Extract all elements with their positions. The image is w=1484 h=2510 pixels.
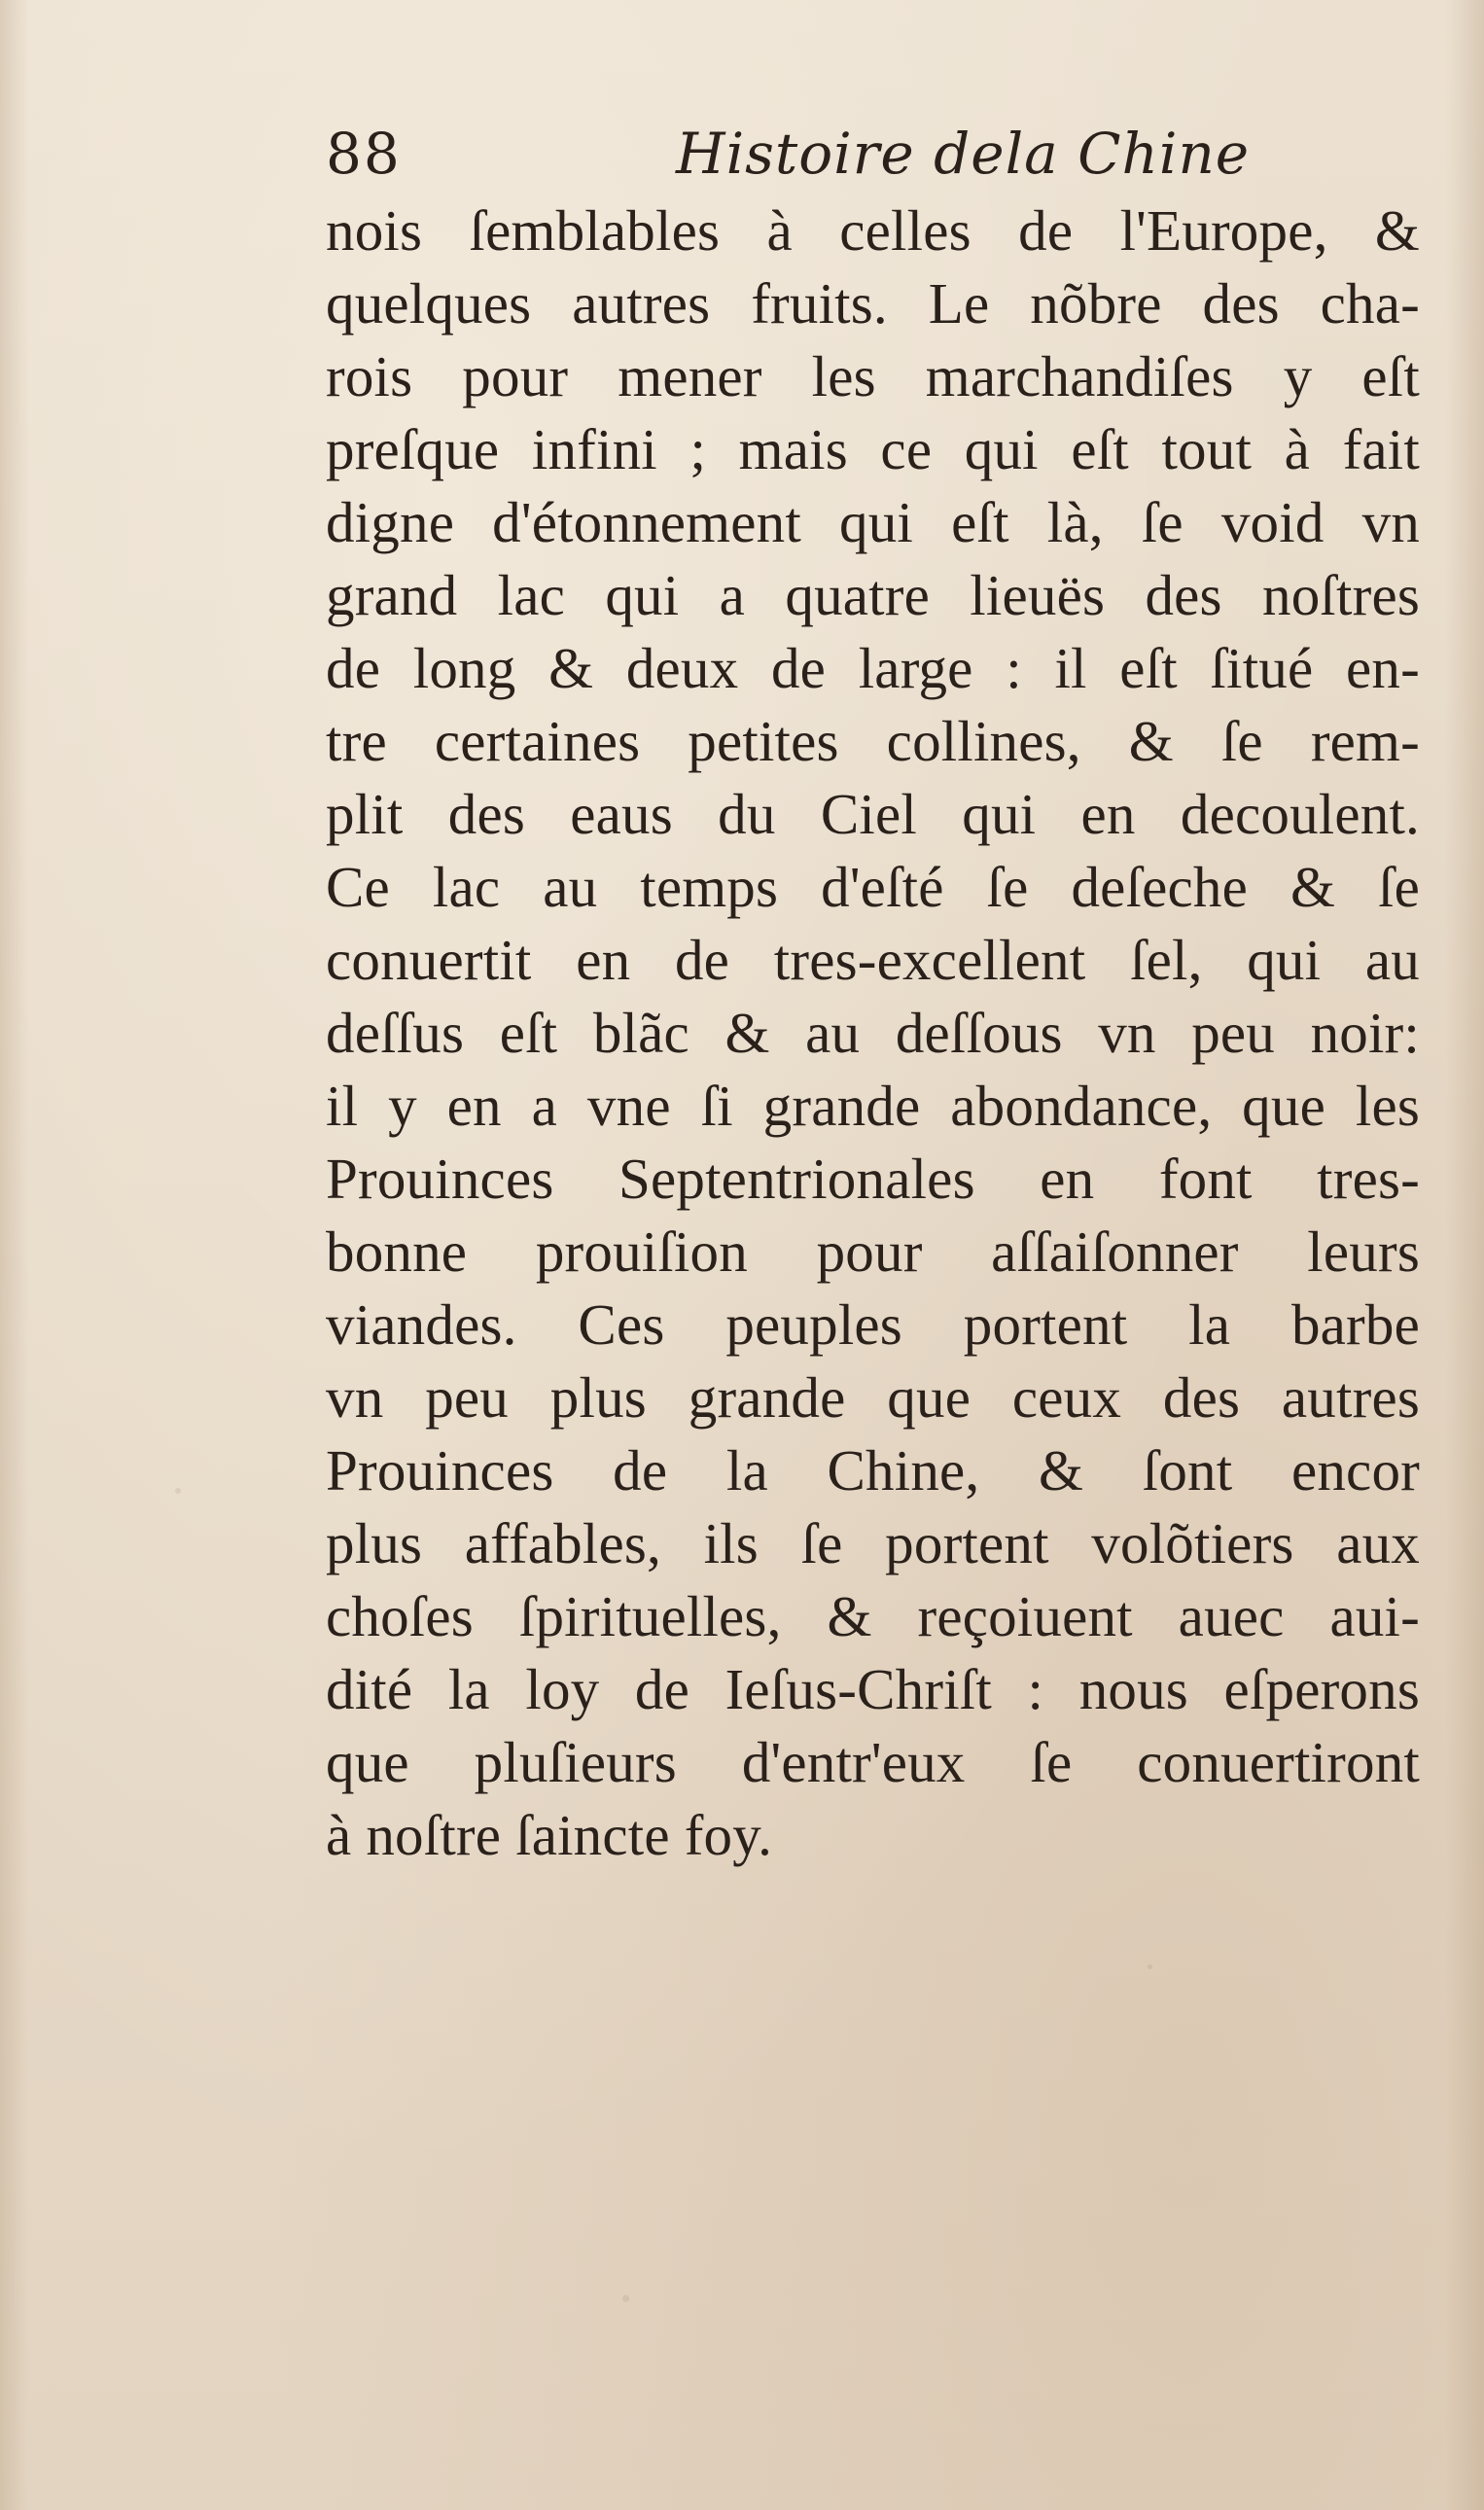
paper-speck — [1148, 1964, 1152, 1969]
text-line: grand lac qui a quatre lieuës des noſtres — [326, 563, 1420, 627]
body-text — [326, 194, 1420, 1872]
text-line: Prouinces Septentrionales en font tres- — [326, 1147, 1420, 1211]
text-line: bonne prouiſion pour aſſaiſonner leurs — [326, 1220, 1420, 1284]
text-line: Prouinces de la Chine, & ſont encor — [326, 1438, 1420, 1502]
text-line: rois pour mener les marchandiſes y eſt — [326, 344, 1420, 408]
text-line: que pluſieurs d'entr'eux ſe conuertiront — [326, 1730, 1420, 1794]
text-line: quelques autres fruits. Le nõbre des cha- — [326, 271, 1420, 336]
text-line: conuertit en de tres-excellent ſel, qui au — [326, 928, 1420, 992]
text-line: plus affables, ils ſe portent volõtiers aux — [326, 1511, 1420, 1575]
text-line-final: à noſtre ſaincte foy. — [326, 1803, 773, 1867]
text-line: dité la loy de Ieſus-Chriſt : nous eſperons — [326, 1657, 1420, 1721]
text-line: choſes ſpirituelles, & reçoiuent auec aui- — [326, 1584, 1420, 1648]
text-line: viandes. Ces peuples portent la barbe — [326, 1292, 1420, 1357]
page-right-shadow — [1445, 0, 1484, 2510]
running-title: Histoire dela Chine — [676, 121, 1251, 187]
text-line: il y en a vne ſi grande abondance, que les — [326, 1074, 1420, 1138]
paper-speck — [622, 2295, 629, 2302]
text-line: plit des eaus du Ciel qui en decoulent. — [326, 782, 1420, 846]
text-line: preſque infini ; mais ce qui eſt tout à fait — [326, 417, 1420, 481]
text-line: deſſus eſt blãc & au deſſous vn peu noir: — [326, 1001, 1420, 1065]
page-left-shadow — [0, 0, 29, 2510]
text-line: tre certaines petites collines, & ſe rem- — [326, 709, 1420, 773]
text-line: nois ſemblables à celles de l'Europe, & — [326, 198, 1420, 263]
page-number: 88 — [326, 121, 402, 187]
running-head — [326, 115, 1425, 193]
text-line: de long & deux de large : il eſt ſitué en- — [326, 636, 1420, 700]
text-line: Ce lac au temps d'eſté ſe deſeche & ſe — [326, 855, 1420, 919]
text-line: vn peu plus grande que ceux des autres — [326, 1365, 1420, 1430]
paper-speck — [175, 1488, 181, 1494]
text-line: digne d'étonnement qui eſt là, ſe void vn — [326, 490, 1420, 554]
